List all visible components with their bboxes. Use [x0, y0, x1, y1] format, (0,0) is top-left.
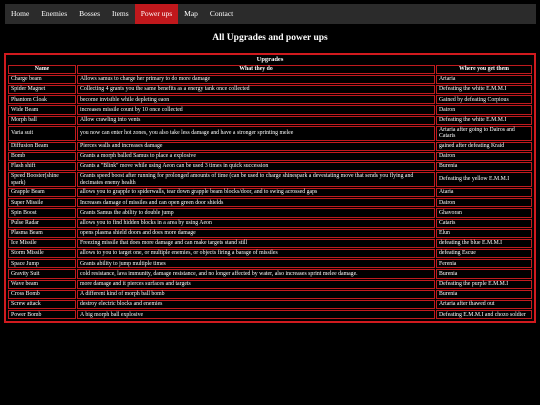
- cell-name: Gravity Suit: [8, 269, 76, 278]
- table-row: [8, 152, 532, 161]
- table-row: [8, 229, 532, 238]
- cell-location: gained after defeating Kraid: [436, 142, 532, 151]
- cell-description: Grants ability to jump multiple times: [77, 259, 435, 268]
- cell-name: Plasma Beam: [8, 229, 76, 238]
- cell-description: opens plasma shield doors and does more damage: [77, 229, 435, 238]
- cell-name: Phantom Cloak: [8, 95, 76, 104]
- cell-description: become invisible while depleting eaon: [77, 95, 435, 104]
- cell-description: Allow crawling into vents: [77, 116, 435, 125]
- cell-name: Grapple Beam: [8, 188, 76, 197]
- table-row: [8, 249, 532, 258]
- table-row: [8, 75, 532, 84]
- cell-name: Pulse Radar: [8, 219, 76, 228]
- cell-description: A different kind of morph ball bomb: [77, 290, 435, 299]
- cell-location: Dairon: [436, 198, 532, 207]
- cell-name: Wide Beam: [8, 105, 76, 114]
- upgrades-table: [7, 56, 533, 320]
- cell-location: Defeating E.M.M.I and chozo soldier: [436, 310, 532, 319]
- table-row: [8, 300, 532, 309]
- table-row: [8, 259, 532, 268]
- cell-location: Dairon: [436, 105, 532, 114]
- upgrades-table-container: [4, 53, 536, 323]
- table-row: [8, 208, 532, 217]
- cell-name: Space Jump: [8, 259, 76, 268]
- table-row: [8, 116, 532, 125]
- cell-name: Spider Magnet: [8, 85, 76, 94]
- cell-description: Collecting 4 grants you the same benefits as a energy tank once collected: [77, 85, 435, 94]
- cell-description: Grants Samus the ability to double jump: [77, 208, 435, 217]
- table-row: [8, 269, 532, 278]
- cell-location: Ferenia: [436, 259, 532, 268]
- cell-location: Defeating the white E.M.M.I: [436, 85, 532, 94]
- cell-description: allows you to find hidden blocks in a area by using Aeon: [77, 219, 435, 228]
- cell-name: Spin Boost: [8, 208, 76, 217]
- table-row: [8, 198, 532, 207]
- nav-link-map[interactable]: Map: [184, 9, 198, 18]
- cell-name: Screw attack: [8, 300, 76, 309]
- table-body: [8, 75, 532, 320]
- cell-location: Defeating the purple E.M.M.I: [436, 280, 532, 289]
- header-where-you-get-them: Where you get them: [436, 65, 532, 73]
- cell-name: Wave beam: [8, 280, 76, 289]
- cell-description: increases missile count by 10 once collected: [77, 105, 435, 114]
- nav-link-enemies[interactable]: Enemies: [41, 9, 68, 18]
- cell-location: Artaria after thawed out: [436, 300, 532, 309]
- cell-description: Pierces walls and increases damage: [77, 142, 435, 151]
- cell-location: defeating Escue: [436, 249, 532, 258]
- cell-description: you now can enter hot zones, you also take less damage and have a stronger sprinting melee: [77, 126, 435, 141]
- cell-name: Morph ball: [8, 116, 76, 125]
- cell-location: Ataria: [436, 188, 532, 197]
- table-row: [8, 290, 532, 299]
- page-title: All Upgrades and power ups: [212, 33, 328, 43]
- cell-name: Bomb: [8, 152, 76, 161]
- cell-description: destroy electric blocks and enemies: [77, 300, 435, 309]
- top-nav-bar: [5, 4, 536, 24]
- table-row: [8, 105, 532, 114]
- header-what-they-do: What they do: [77, 65, 435, 73]
- cell-location: defeating the blue E.M.M.I: [436, 239, 532, 248]
- cell-location: Defeating the yellow E.M.M.I: [436, 172, 532, 187]
- cell-description: Grants a morph balled Samus to place a explosive: [77, 152, 435, 161]
- nav-link-power-ups[interactable]: Power ups: [135, 4, 178, 24]
- cell-name: Flash shift: [8, 162, 76, 171]
- table-row: [8, 188, 532, 197]
- table-caption: Upgrades: [256, 56, 284, 63]
- cell-location: Gained by defeating Corpious: [436, 95, 532, 104]
- table-header-row: [8, 65, 532, 73]
- header-name: Name: [8, 65, 76, 73]
- cell-name: Diffusion Beam: [8, 142, 76, 151]
- cell-name: Cross Bomb: [8, 290, 76, 299]
- cell-description: allows to you to target one, or multiple enemies, or objects firing a barage of missiles: [77, 249, 435, 258]
- cell-name: Charge beam: [8, 75, 76, 84]
- nav-link-bosses[interactable]: Bosses: [79, 9, 101, 18]
- cell-location: Burenia: [436, 162, 532, 171]
- table-row: [8, 239, 532, 248]
- cell-location: Burenia: [436, 290, 532, 299]
- table-row: [8, 126, 532, 141]
- nav-link-items[interactable]: Items: [112, 9, 129, 18]
- cell-name: Speed Booster(shine spark): [8, 172, 76, 187]
- cell-location: Artaria: [436, 75, 532, 84]
- cell-location: Elun: [436, 229, 532, 238]
- cell-name: Ice Missile: [8, 239, 76, 248]
- cell-location: Defeating the white E.M.M.I: [436, 116, 532, 125]
- cell-location: Ghavoran: [436, 208, 532, 217]
- cell-description: cold resistance, lava immunity, damage resistance, and no longer affected by water, also increases sprint melee damage.: [77, 269, 435, 278]
- cell-name: Super Missile: [8, 198, 76, 207]
- table-row: [8, 162, 532, 171]
- table-row: [8, 219, 532, 228]
- table-row: [8, 172, 532, 187]
- cell-description: Allows samus to charge her primary to do more damage: [77, 75, 435, 84]
- cell-description: A big morph ball explosive: [77, 310, 435, 319]
- cell-name: Power Bomb: [8, 310, 76, 319]
- cell-description: allows you to grapple to spiderwalls, tear down grapple beam blocks/door, and to swing acrossed gaps: [77, 188, 435, 197]
- cell-name: Storm Missile: [8, 249, 76, 258]
- table-row: [8, 310, 532, 319]
- cell-description: Increases damage of missiles and can open green door shields: [77, 198, 435, 207]
- table-row: [8, 280, 532, 289]
- table-row: [8, 142, 532, 151]
- cell-description: more damage and it pierces surfaces and targets: [77, 280, 435, 289]
- cell-description: Freezing missile that does more damage and can make targets stand still: [77, 239, 435, 248]
- cell-location: Burenia: [436, 269, 532, 278]
- nav-link-home[interactable]: Home: [11, 9, 30, 18]
- cell-name: Varia suit: [8, 126, 76, 141]
- nav-link-contact[interactable]: Contact: [209, 9, 234, 18]
- cell-location: Artaria after going to Dairos and Cataris: [436, 126, 532, 141]
- cell-description: Grants a "Blink" move while using Aeon can be used 3 times in quick succession: [77, 162, 435, 171]
- table-row: [8, 85, 532, 94]
- table-row: [8, 95, 532, 104]
- cell-location: Dairon: [436, 152, 532, 161]
- cell-location: Cataris: [436, 219, 532, 228]
- cell-description: Grants speed boost after running for prolonged amounts of time (can be used to charge shinespark a devestating move that sends you flying and decimates enemy health: [77, 172, 435, 187]
